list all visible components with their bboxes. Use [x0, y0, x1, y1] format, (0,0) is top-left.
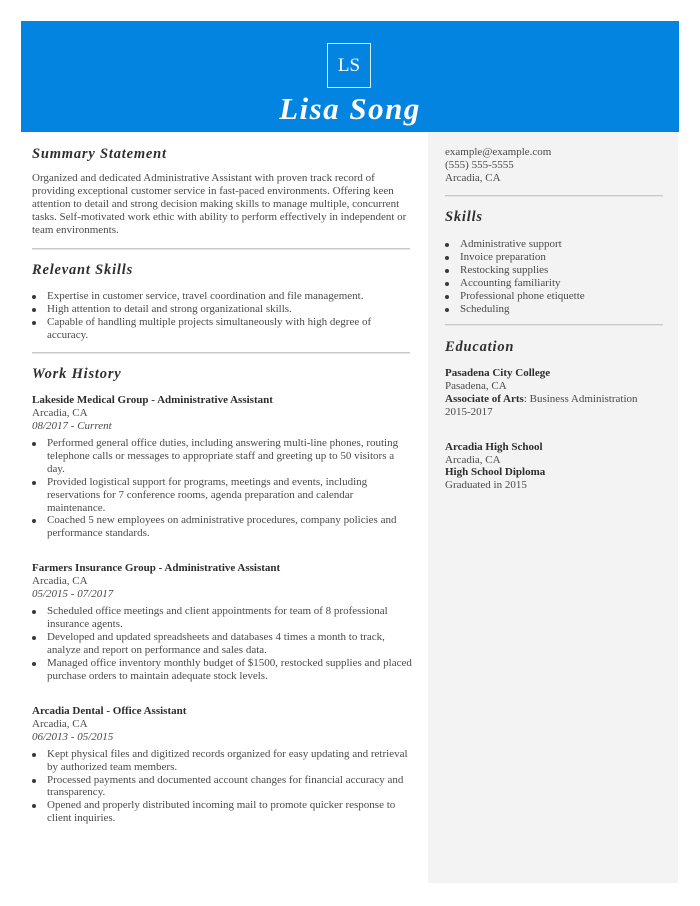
relevant-skill-text: High attention to detail and strong organizational skills. — [47, 302, 292, 315]
job-location: Arcadia, CA — [32, 717, 88, 730]
job-bullet — [32, 799, 412, 825]
contact-phone: (555) 555-5555 — [445, 158, 514, 171]
job-bullet — [32, 657, 412, 683]
bullet-icon — [445, 256, 449, 260]
summary-section — [32, 146, 412, 237]
job-bullets — [32, 437, 412, 540]
job-bullet-text: Performed general office duties, including answering multi-line phones, routing telephone calls or messages to appropriate staff and greeting up to 50 visitors a day. — [47, 437, 399, 475]
section-divider — [32, 352, 410, 354]
relevant-skill-item — [32, 303, 412, 316]
job-dates: 06/2013 - 05/2015 — [32, 730, 114, 743]
job-bullet — [32, 514, 412, 540]
school-name: Arcadia High School — [445, 440, 543, 453]
job-dates: 05/2015 - 07/2017 — [32, 588, 114, 601]
skill-item — [445, 290, 663, 303]
job-bullets — [32, 748, 412, 825]
contact-block — [445, 146, 663, 185]
candidate-name: Lisa Song — [279, 91, 421, 126]
relevant-skill-text: Expertise in customer service, travel coordination and file management. — [47, 290, 364, 302]
summary-text: Organized and dedicated Administrative Assistant with proven track record of providing exceptional customer service in fast-paced environments. Offering keen attention to detail and strong decision making skills to manage multiple, concurrent tasks. Self-motivated work ethic with ability to perform effectively in independent or team environments. — [32, 172, 407, 236]
job-bullet-text: Kept physical files and digitized records organized for easy updating and retrieval by authorized team members. — [47, 747, 408, 773]
job-entry — [32, 562, 412, 682]
education-entry — [445, 441, 663, 493]
degree-field: : Business Administration — [523, 392, 638, 405]
bullet-icon — [32, 779, 36, 783]
summary-heading: Summary Statement — [32, 146, 167, 162]
bullet-icon — [32, 481, 36, 485]
relevant-skill-text: Capable of handling multiple projects simultaneously with high degree of accuracy. — [47, 315, 372, 341]
job-bullet — [32, 605, 412, 631]
education-section — [445, 339, 663, 492]
sidebar-divider — [445, 195, 663, 197]
skill-text: Administrative support — [460, 238, 562, 250]
bullet-icon — [32, 321, 36, 325]
skills-heading: Skills — [445, 209, 483, 225]
sidebar-divider — [445, 324, 663, 326]
school-location: Arcadia, CA — [445, 453, 501, 466]
skills-section — [445, 209, 663, 315]
bullet-icon — [32, 804, 36, 808]
education-dates: Graduated in 2015 — [445, 479, 527, 492]
contact-location: Arcadia, CA — [445, 171, 501, 184]
bullet-icon — [32, 610, 36, 614]
job-location: Arcadia, CA — [32, 575, 88, 588]
job-bullets — [32, 605, 412, 682]
job-entry — [32, 394, 412, 540]
job-bullet-text: Processed payments and documented account changes for financial accuracy and transparency. — [47, 773, 404, 799]
bullet-icon — [32, 308, 36, 312]
job-bullet — [32, 437, 412, 476]
work-history-heading: Work History — [32, 366, 122, 382]
bullet-icon — [32, 295, 36, 299]
education-dates: 2015-2017 — [445, 405, 493, 418]
bullet-icon — [32, 519, 36, 523]
skill-item — [445, 238, 663, 251]
bullet-icon — [445, 308, 449, 312]
job-bullet — [32, 748, 412, 774]
monogram-text: LS — [337, 54, 361, 76]
job-bullet-text: Provided logistical support for programs, meetings and events, including reservations for 7 conference rooms, agenda preparation and calendar maintenance. — [47, 475, 368, 514]
school-name: Pasadena City College — [445, 367, 551, 379]
job-bullet-text: Scheduled office meetings and client appointments for team of 8 professional insurance agents. — [47, 605, 388, 631]
bullet-icon — [32, 662, 36, 666]
skill-text: Accounting familiarity — [460, 276, 561, 289]
bullet-icon — [445, 243, 449, 247]
skill-item — [445, 251, 663, 264]
skills-list — [445, 238, 663, 315]
skill-text: Invoice preparation — [460, 250, 546, 263]
sidebar — [428, 132, 678, 883]
bullet-icon — [32, 753, 36, 757]
job-bullet — [32, 774, 412, 800]
monogram-box — [327, 43, 371, 88]
degree-name: High School Diploma — [445, 466, 546, 479]
job-title: Lakeside Medical Group - Administrative Assistant — [32, 394, 273, 406]
job-bullet — [32, 476, 412, 515]
work-history-section — [32, 366, 412, 825]
skill-item — [445, 277, 663, 290]
job-title: Farmers Insurance Group - Administrative Assistant — [32, 562, 281, 575]
job-bullet-text: Developed and updated spreadsheets and databases 4 times a month to track, analyze and report on performance and sales data. — [47, 631, 385, 656]
skill-text: Restocking supplies — [460, 263, 549, 276]
job-bullet-text: Opened and properly distributed incoming mail to promote quicker response to client inquiries. — [47, 799, 396, 825]
job-bullet-text: Coached 5 new employees on administrative procedures, company policies and performance standards. — [47, 514, 397, 540]
skill-item — [445, 303, 663, 316]
skill-item — [445, 264, 663, 277]
degree-name: Associate of Arts — [445, 392, 524, 405]
job-bullet-text: Managed office inventory monthly budget of $1500, restocked supplies and placed purchase orders to maintain adequate stock levels. — [47, 656, 412, 682]
bullet-icon — [445, 282, 449, 286]
relevant-skills-heading: Relevant Skills — [32, 262, 134, 278]
education-heading: Education — [445, 339, 515, 355]
degree-line — [445, 393, 663, 406]
job-entry — [32, 705, 412, 825]
bullet-icon — [445, 295, 449, 299]
section-divider — [32, 248, 410, 250]
skill-text: Scheduling — [460, 302, 510, 315]
relevant-skills-list — [32, 290, 412, 342]
relevant-skill-item — [32, 290, 412, 303]
contact-email[interactable]: example@example.com — [445, 146, 552, 158]
education-entry — [445, 367, 663, 419]
bullet-icon — [445, 269, 449, 273]
bullet-icon — [32, 442, 36, 446]
job-location: Arcadia, CA — [32, 407, 88, 419]
relevant-skill-item — [32, 316, 412, 342]
job-dates: 08/2017 - Current — [32, 420, 112, 432]
relevant-skills-section — [32, 262, 412, 342]
job-title: Arcadia Dental - Office Assistant — [32, 704, 187, 717]
bullet-icon — [32, 636, 36, 640]
school-location: Pasadena, CA — [445, 379, 507, 392]
resume-header — [21, 21, 679, 132]
skill-text: Professional phone etiquette — [460, 289, 585, 302]
job-bullet — [32, 631, 412, 657]
